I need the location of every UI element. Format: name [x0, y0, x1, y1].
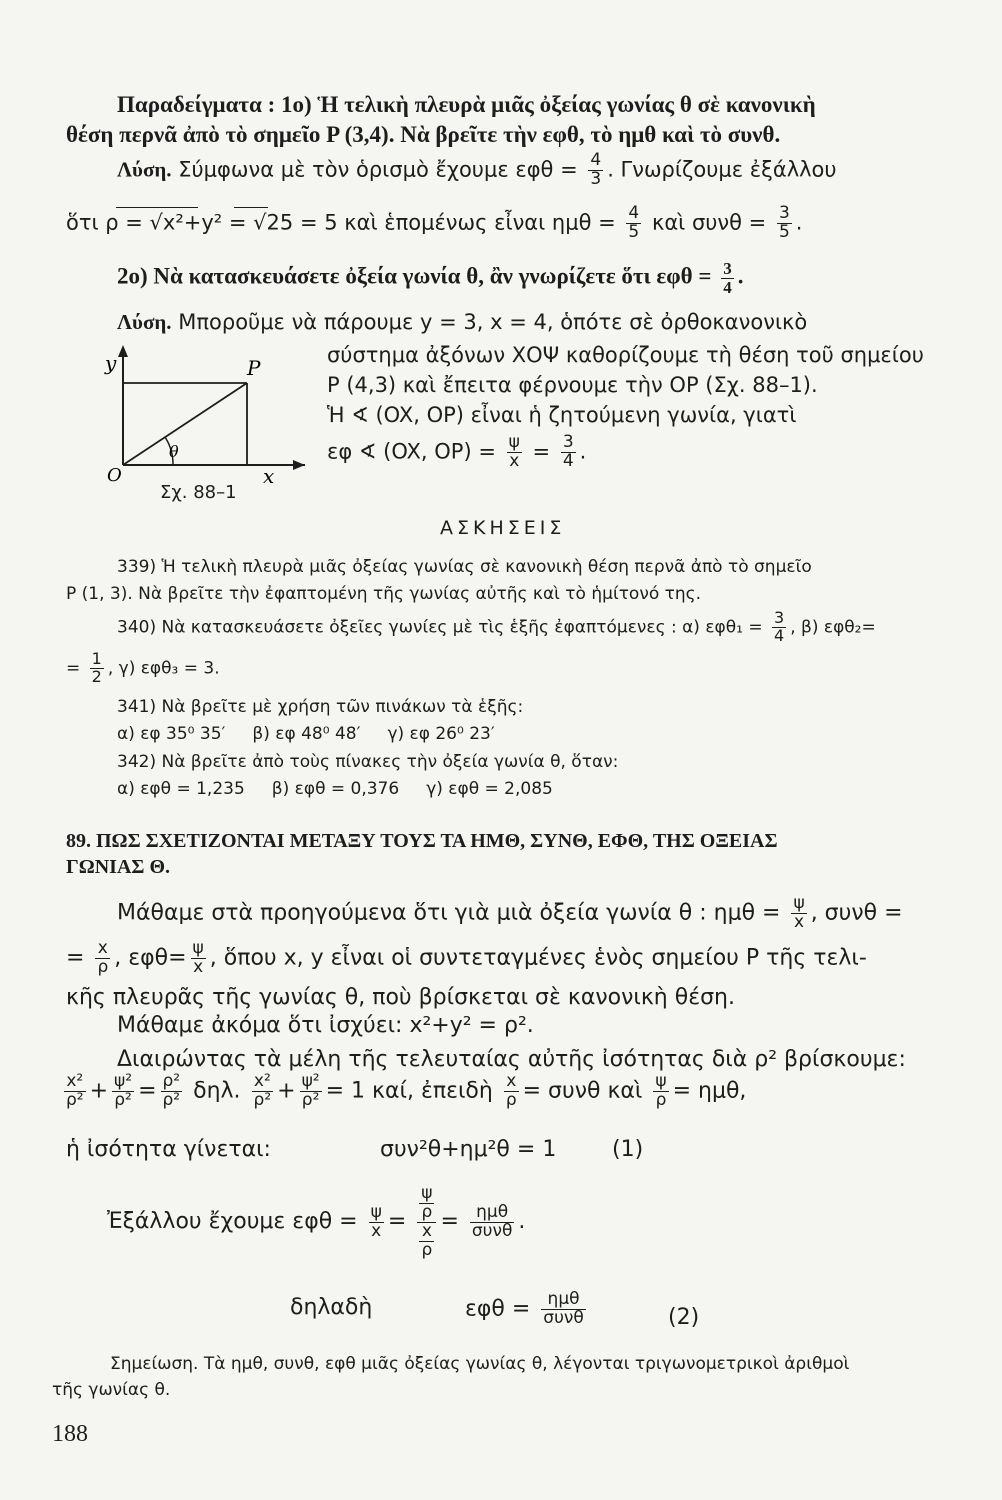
fraction-psi-x-3: $\frac{\psi}{x}$: [192, 938, 204, 977]
fraction-x-rho-b: $\frac{x}{\rho}$: [505, 1071, 517, 1110]
p1-text-b: , συνθ =: [810, 900, 903, 926]
x-axis-arrow: [293, 460, 305, 470]
fraction-psi-x: $\frac{\psi}{x}$: [508, 432, 520, 471]
section89-p3: κῆς πλευρᾶς τῆς γωνίας θ, ποὺ βρίσκεται σὲ κανονικὴ θέση.: [66, 985, 735, 1010]
solution2-line1: [117, 310, 807, 335]
page-number: 188: [52, 1421, 88, 1447]
complex-denominator: [417, 1220, 436, 1260]
fraction-rho2-rho2: $\frac{\text{ρ²}}{\text{ρ²}}$: [162, 1071, 181, 1110]
fraction-psi-x-2: $\frac{\psi}{x}$: [793, 893, 805, 932]
solution2-line5: [327, 434, 586, 471]
fraction-4-3: $\frac{4}{3}$: [590, 150, 602, 189]
eq-text-d: = ημθ,: [672, 1078, 747, 1104]
solution1-label: Λύση.: [117, 157, 172, 182]
radical-bar-1: [116, 207, 198, 208]
examples-heading-line2: θέση περνᾶ ἀπὸ τὸ σημεῖο P (3,4). Νὰ βρεῖτε τὴν εφθ, τὸ ημθ καὶ τὸ συνθ.: [66, 122, 781, 147]
p2-text-a: =: [66, 945, 85, 971]
exall-eq2: =: [440, 1209, 459, 1235]
fraction-3-4b: $\frac{3}{4}$: [562, 432, 574, 471]
solution2-line3: P (4,3) καὶ ἔπειτα φέρνουμε τὴν OP (Σχ. 88–1).: [327, 373, 818, 397]
solution1-l2-b: καὶ συνθ =: [651, 210, 767, 235]
figure-caption: Σχ. 88–1: [160, 482, 237, 503]
y-axis-arrow: [118, 345, 128, 357]
fraction-psi-rho: $\frac{\psi}{\rho}$: [655, 1071, 667, 1110]
identity-equation: συν²θ+ημ²θ = 1: [380, 1137, 557, 1162]
eq-text-b: = 1 καί, ἐπειδὴ: [325, 1078, 493, 1104]
fraction-sin-cos-2: $\frac{\text{ημθ}}{\text{συνθ}}$: [543, 1289, 584, 1328]
example2-text: 2ο) Νὰ κατασκευάσετε ὀξεία γωνία θ, ἂν γνωρίζετε ὅτι εφθ =: [117, 263, 712, 289]
note-line1: Σημείωση. Τὰ ημθ, συνθ, εφθ μιᾶς ὀξείας γωνίας θ, λέγονται τριγωνομετρικοὶ ἀριθμοὶ: [110, 1354, 850, 1374]
exercise-340-text: 340) Νὰ κατασκευάσετε ὀξεῖες γωνίες μὲ τὶς ἑξῆς ἐφαπτόμενες : α) εφθ₁ =: [117, 617, 763, 638]
exercises-title: ΑΣΚΗΣΕΙΣ: [440, 517, 566, 539]
exercise-339-line1: 339) Ἡ τελικὴ πλευρὰ μιᾶς ὀξείας γωνίας σὲ κανονικὴ θέση περνᾶ ἀπὸ τὸ σημεῖο: [117, 557, 812, 577]
eq-text-c: = συνθ καὶ: [522, 1078, 643, 1104]
p2-text-c: , ὅπου x, y εἶναι οἱ συντεταγμένες ἑνὸς σημείου P τῆς τελι-: [209, 945, 867, 971]
example2-heading: [117, 260, 743, 297]
figure-88-1: [95, 345, 310, 505]
o-label: O: [107, 465, 122, 486]
solution2-l5-eq: =: [532, 439, 551, 464]
division-equation: [60, 1073, 746, 1110]
exall-eq: =: [387, 1209, 407, 1235]
section89-p1: [117, 895, 903, 932]
fraction-psi2-rho2-b: $\frac{\text{ψ²}}{\text{ρ²}}$: [301, 1071, 320, 1110]
x-label: x: [263, 464, 275, 488]
exall-text: Ἐξάλλου ἔχουμε εφθ =: [107, 1209, 358, 1235]
exercise-342-line2: α) εφθ = 1,235 β) εφθ = 0,376 γ) εφθ = 2,085: [117, 779, 553, 799]
equation-number-1: (1): [612, 1137, 644, 1162]
fraction-x-rho-c: $\frac{x}{\rho}$: [421, 1220, 433, 1260]
solution1-l2-a: ὅτι ρ = √x²+y² = √25 = 5 καὶ ἑπομένως εἶναι ημθ =: [66, 210, 616, 235]
note-line2: τῆς γωνίας θ.: [52, 1380, 171, 1400]
fraction-sin-cos: $\frac{\text{ημθ}}{\text{συνθ}}$: [471, 1201, 513, 1241]
examples-heading-line1: Παραδείγματα : 1ο) Ἡ τελικὴ πλευρὰ μιᾶς ὀξείας γωνίας θ σὲ κανονικὴ: [117, 92, 816, 117]
solution1-line1: [117, 152, 837, 189]
fraction-x-rho: $\frac{x}{\rho}$: [97, 938, 109, 977]
solution1-text-a: Σύμφωνα μὲ τὸν ὁρισμὸ ἔχουμε εφθ =: [178, 157, 578, 182]
namely-word: δηλαδὴ: [290, 1295, 373, 1320]
fraction-3-5: $\frac{3}{5}$: [778, 203, 790, 242]
tangent-derivation: [107, 1185, 525, 1259]
equals-sign: =: [138, 1078, 157, 1104]
example2-end: .: [737, 263, 744, 289]
radical-bar-2: [234, 207, 268, 208]
exercise-341-line1: 341) Νὰ βρεῖτε μὲ χρήση τῶν πινάκων τὰ ἑξῆς:: [117, 697, 524, 717]
solution2-line2: σύστημα ἀξόνων ΧΟΨ καθορίζουμε τὴ θέση τοῦ σημείου: [327, 343, 924, 367]
fraction-x2-rho2-b: $\frac{\text{x²}}{\text{ρ²}}$: [253, 1071, 272, 1110]
p1-text-a: Μάθαμε στὰ προηγούμενα ὅτι γιὰ μιὰ ὀξεία γωνία θ : ημθ =: [117, 900, 781, 926]
fraction-3-4c: $\frac{3}{4}$: [774, 608, 785, 645]
section89-p4: Μάθαμε ἀκόμα ὅτι ἰσχύει: x²+y² = ρ².: [117, 1013, 534, 1038]
y-label: y: [105, 351, 117, 375]
section89-p5: Διαιρώντας τὰ μέλη τῆς τελευταίας αὐτῆς ἰσότητας διὰ ρ² βρίσκουμε:: [117, 1047, 906, 1072]
exercise-340-l2-a: =: [66, 658, 81, 679]
identity-intro: ἡ ἰσότητα γίνεται:: [66, 1137, 271, 1162]
exercise-340-b: , β) εφθ₂=: [790, 617, 876, 638]
segment-op: [123, 383, 247, 465]
solution2-line4: Ἡ ∢ (OX, OP) εἶναι ἡ ζητούμενη γωνία, γιατὶ: [327, 403, 797, 427]
tangent-identity: [465, 1291, 590, 1328]
complex-numerator: [417, 1185, 436, 1223]
exercise-340-line2: [66, 651, 220, 686]
exercise-340-l2-b: , γ) εφθ₃ = 3.: [107, 658, 220, 679]
plus-sign-2: +: [277, 1078, 296, 1104]
p2-text-b: , εφθ=: [114, 945, 187, 971]
fraction-psi2-rho2: $\frac{\text{ψ²}}{\text{ρ²}}$: [114, 1071, 133, 1110]
exercise-342-line1: 342) Νὰ βρεῖτε ἀπὸ τοὺς πίνακες τὴν ὀξεία γωνία θ, ὅταν:: [117, 752, 619, 772]
solution2-l5-end: .: [579, 439, 587, 464]
fraction-3-4: $\frac{3}{4}$: [723, 259, 732, 297]
tangent-lhs: εφθ =: [465, 1296, 531, 1322]
fraction-4-5: $\frac{4}{5}$: [628, 203, 640, 242]
solution1-line2: [66, 205, 802, 242]
complex-fraction: [417, 1185, 436, 1259]
fraction-psi-rho-2: $\frac{\psi}{\rho}$: [421, 1183, 433, 1222]
solution2-label: Λύση.: [117, 310, 172, 334]
dil-word: δηλ.: [193, 1078, 241, 1104]
section-89-title-line1: 89. ΠΩΣ ΣΧΕΤΙΖΟΝΤΑΙ ΜΕΤΑΞΥ ΤΟΥΣ ΤΑ ΗΜΘ, ΣΥΝΘ, ΕΦΘ, ΤΗΣ ΟΞΕΙΑΣ: [66, 830, 778, 852]
solution2-l5-a: εφ ∢ (OX, OP) =: [327, 439, 496, 464]
solution1-l2-end: .: [795, 210, 803, 235]
exercise-341-line2: α) εφ 35⁰ 35′ β) εφ 48⁰ 48′ γ) εφ 26⁰ 23′: [117, 724, 495, 744]
section-89-title-line2: ΓΩΝΙΑΣ Θ.: [66, 856, 171, 878]
plus-sign: +: [89, 1078, 109, 1104]
solution2-text1: Μποροῦμε νὰ πάρουμε y = 3, x = 4, ὁπότε σὲ ὀρθοκανονικὸ: [178, 310, 808, 334]
exall-end: .: [518, 1209, 526, 1235]
theta-label: θ: [169, 442, 179, 461]
solution1-text-b: . Γνωρίζουμε ἐξάλλου: [607, 157, 837, 182]
section89-p2: [66, 940, 867, 977]
p-label: P: [247, 356, 261, 380]
exercise-340-line1: [117, 610, 876, 645]
fraction-1-2: $\frac{1}{2}$: [91, 649, 102, 686]
equation-number-2: (2): [668, 1305, 700, 1330]
exercise-339-line2: P (1, 3). Νὰ βρεῖτε τὴν ἐφαπτομένη τῆς γωνίας αὐτῆς καὶ τὸ ἡμίτονό της.: [66, 584, 702, 604]
fraction-x2-rho2: $\frac{\text{x²}}{\text{ρ²}}$: [66, 1071, 84, 1110]
fraction-psi-x-4: $\frac{\psi}{x}$: [370, 1201, 382, 1241]
